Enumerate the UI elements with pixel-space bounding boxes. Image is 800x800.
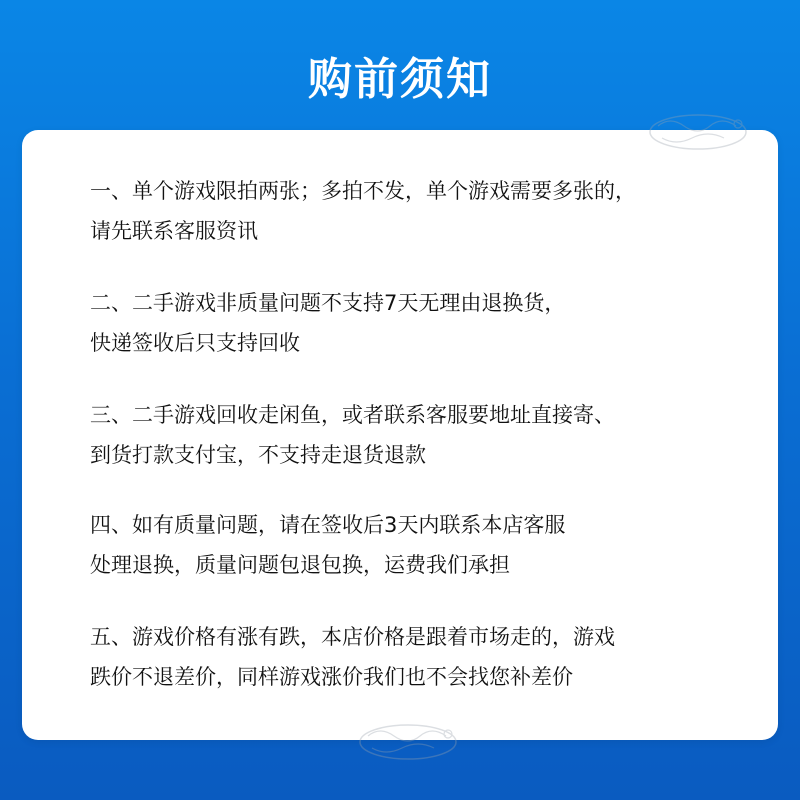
notice-3-line-2: 到货打款支付宝，不支持走退货退款 [90,443,426,467]
notice-2-line-1: 二、二手游戏非质量问题不支持7天无理由退换货， [90,291,566,315]
notice-2 [90,283,770,363]
watermark-logo-bottom [350,718,460,764]
notice-5-line-1: 五、游戏价格有涨有跌，本店价格是跟着市场走的，游戏 [90,625,615,649]
page-title: 购前须知 [308,54,492,105]
notice-2-line-2: 快递签收后只支持回收 [90,331,300,355]
notice-5-line-2: 跌价不退差价，同样游戏涨价我们也不会找您补差价 [90,665,573,689]
watermark-logo [640,108,750,154]
notice-4-line-1: 四、如有质量问题，请在签收后3天内联系本店客服 [90,513,566,537]
notice-4-line-2: 处理退换，质量问题包退包换，运费我们承担 [90,553,510,577]
notice-5 [90,617,770,697]
notice-3 [90,395,770,475]
notice-4 [90,505,770,585]
notice-1-line-1: 一、单个游戏限拍两张；多拍不发，单个游戏需要多张的， [90,179,636,203]
notice-1 [90,171,770,251]
watermark-logo-bottom-icon [350,718,460,764]
watermark-logo-icon [640,108,750,154]
notice-1-line-2: 请先联系客服资讯 [90,219,258,243]
notice-3-line-1: 三、二手游戏回收走闲鱼，或者联系客服要地址直接寄、 [90,403,615,427]
